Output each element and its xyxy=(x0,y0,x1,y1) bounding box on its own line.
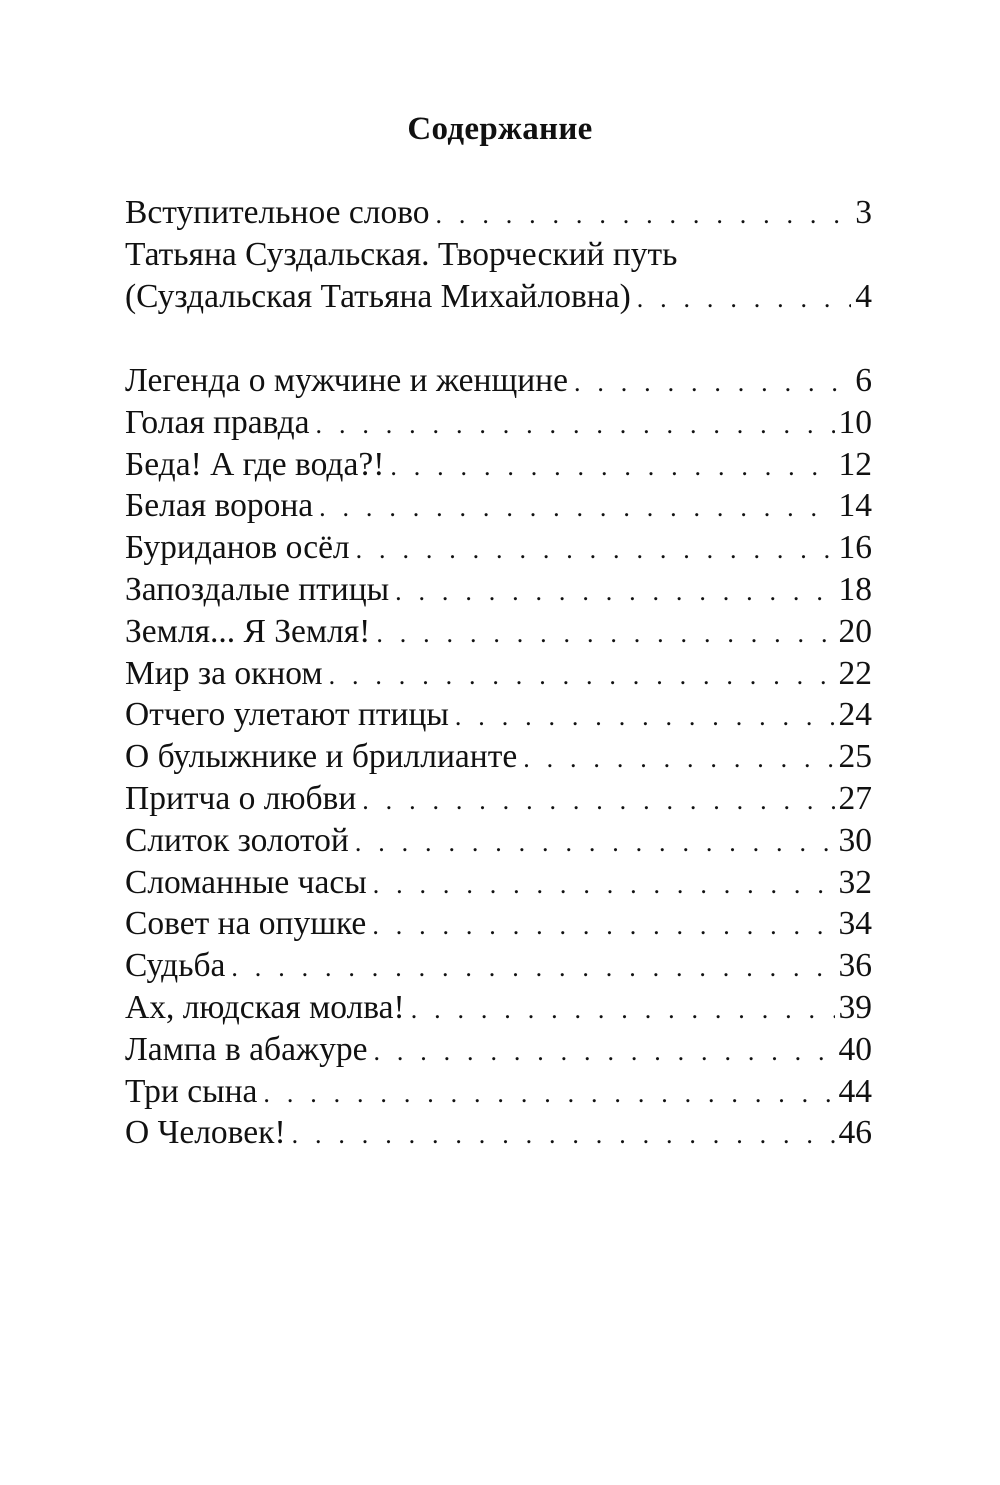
toc-entry-label: Притча о любви xyxy=(125,779,357,817)
toc-entry-label: Белая ворона xyxy=(125,487,314,525)
toc-leader-dots xyxy=(362,780,834,822)
toc-main-section xyxy=(125,360,872,1154)
toc-entry-label: Отчего улетают птицы xyxy=(125,696,449,734)
toc-entry-label: Легенда о мужчине и женщине xyxy=(125,362,568,399)
toc-entry-page: 27 xyxy=(838,779,872,817)
toc-entry-page: 3 xyxy=(855,194,872,231)
toc-leader-dots xyxy=(637,278,852,320)
toc-entry-page: 10 xyxy=(838,403,872,441)
toc-entry[interactable] xyxy=(125,485,872,527)
toc-leader-dots xyxy=(376,613,834,655)
toc-leader-dots xyxy=(292,1114,835,1156)
toc-entry-label: О булыжнике и бриллианте xyxy=(125,738,518,776)
toc-entry-page: 18 xyxy=(838,570,872,608)
toc-leader-dots xyxy=(373,1031,834,1073)
toc-leader-dots xyxy=(231,947,834,989)
toc-entry-page: 12 xyxy=(838,445,872,483)
toc-entry-label: Лампа в абажуре xyxy=(125,1030,368,1068)
toc-leader-dots xyxy=(574,362,851,404)
toc-entry[interactable] xyxy=(125,276,872,318)
toc-leader-dots xyxy=(372,905,834,947)
toc-entry-label: Три сына xyxy=(125,1072,258,1110)
toc-entry[interactable] xyxy=(125,862,872,904)
toc-entry-label: О Человек! xyxy=(125,1114,286,1152)
toc-entry[interactable] xyxy=(125,402,872,444)
toc-entry[interactable] xyxy=(125,527,872,569)
toc-entry-page: 30 xyxy=(838,821,872,859)
toc-entry-page: 39 xyxy=(838,988,872,1026)
toc-entry-label: Вступительное слово xyxy=(125,194,430,231)
toc-leader-dots xyxy=(395,571,834,613)
toc-entry[interactable] xyxy=(125,1029,872,1071)
toc-entry[interactable] xyxy=(125,569,872,611)
toc-entry-label: Земля... Я Земля! xyxy=(125,612,371,650)
toc-entry-page: 32 xyxy=(838,863,872,901)
toc-leader-dots xyxy=(329,655,835,697)
toc-entry[interactable] xyxy=(125,694,872,736)
toc-entry[interactable] xyxy=(125,778,872,820)
toc-entry[interactable] xyxy=(125,1112,872,1154)
toc-entry-label: Слиток золотой xyxy=(125,821,349,859)
toc-leader-dots xyxy=(356,529,835,571)
toc-leader-dots xyxy=(523,738,834,780)
toc-entry[interactable] xyxy=(125,987,872,1029)
toc-leader-dots xyxy=(355,822,835,864)
toc-leader-dots xyxy=(319,487,834,529)
toc-entry-label: Татьяна Суздальская. Творческий путь xyxy=(125,235,678,273)
toc-leader-dots xyxy=(316,404,835,446)
page-title: Содержание xyxy=(407,111,593,147)
toc-entry-label: Совет на опушке xyxy=(125,905,367,943)
toc-entry-page: 22 xyxy=(838,654,872,692)
toc-entry-line[interactable] xyxy=(125,234,872,276)
toc-entry[interactable] xyxy=(125,820,872,862)
toc-entry[interactable] xyxy=(125,903,872,945)
toc-entry-page: 20 xyxy=(838,612,872,650)
toc-entry[interactable] xyxy=(125,653,872,695)
toc-entry-page: 14 xyxy=(838,487,872,525)
toc-entry-label: Буриданов осёл xyxy=(125,529,350,567)
toc-leader-dots xyxy=(373,864,835,906)
toc-entry-label: Судьба xyxy=(125,947,226,985)
toc-leader-dots xyxy=(455,696,835,738)
toc-entry-label: Беда! А где вода?! xyxy=(125,445,385,483)
toc-leader-dots xyxy=(263,1073,834,1115)
toc-entry[interactable] xyxy=(125,611,872,653)
toc-entry-page: 40 xyxy=(838,1030,872,1068)
toc-entry-page: 6 xyxy=(855,362,872,399)
toc-entry-page: 46 xyxy=(838,1114,872,1152)
toc-entry-page: 34 xyxy=(838,905,872,943)
toc-intro-section xyxy=(125,192,872,317)
toc-entry[interactable] xyxy=(125,945,872,987)
toc-entry-label: Сломанные часы xyxy=(125,863,367,901)
toc-entry-page: 25 xyxy=(838,738,872,776)
toc-leader-dots xyxy=(390,446,834,488)
toc-leader-dots xyxy=(411,989,835,1031)
toc-entry[interactable] xyxy=(125,444,872,486)
toc-leader-dots xyxy=(436,194,852,236)
toc-entry[interactable] xyxy=(125,192,872,234)
toc-entry-page: 24 xyxy=(838,696,872,734)
toc-entry[interactable] xyxy=(125,1071,872,1113)
toc-entry-label: Голая правда xyxy=(125,403,310,441)
toc-entry-page: 16 xyxy=(838,529,872,567)
toc-entry-page: 4 xyxy=(855,277,872,315)
toc-entry-label: Мир за окном xyxy=(125,654,323,692)
toc-entry-label: (Суздальская Татьяна Михайловна) xyxy=(125,277,631,315)
toc-entry[interactable] xyxy=(125,736,872,778)
toc-entry-page: 36 xyxy=(838,947,872,985)
toc-entry[interactable] xyxy=(125,360,872,402)
toc-entry-label: Запоздалые птицы xyxy=(125,570,390,608)
toc-entry-page: 44 xyxy=(838,1072,872,1110)
toc-entry-label: Ах, людская молва! xyxy=(125,988,405,1026)
